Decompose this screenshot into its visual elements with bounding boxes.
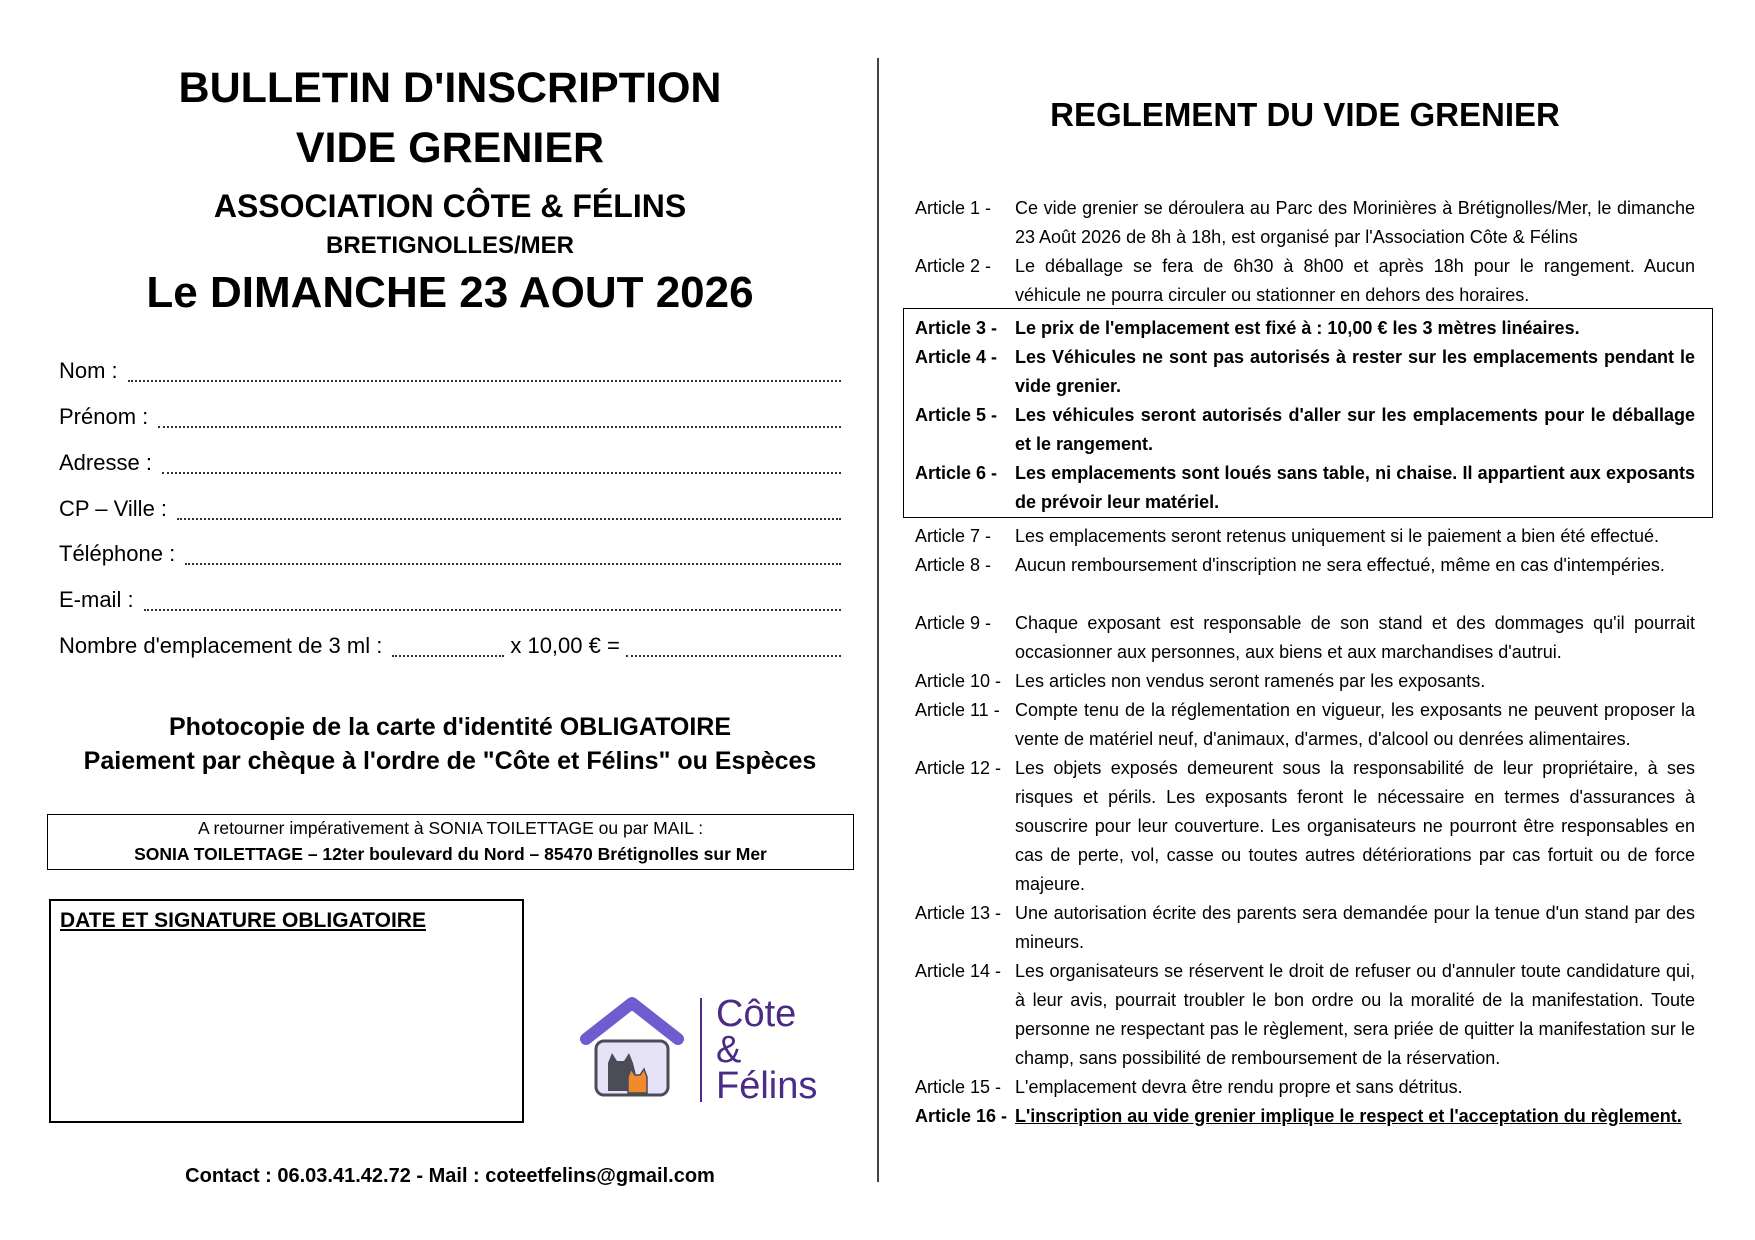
article-13 <box>915 899 1695 957</box>
nom-input-line[interactable] <box>128 356 841 382</box>
article-number: Article 2 - <box>915 256 992 276</box>
article-text: L'inscription au vide grenier implique le respect et l'acceptation du règlement. <box>1015 1106 1682 1126</box>
article-text: Les objets exposés demeurent sous la responsabilité de leur propriétaire, à ses risques et périls. Les exposants feront le nécessaire en termes d'assurances à souscrire pour leur couverture. Les organisateurs ne pourront être responsables en cas de perte, vol, casse ou toutes autres détériorations par cas fortuit ou de force majeure. <box>1015 758 1695 894</box>
return-address-box <box>47 814 854 870</box>
article-text: L'emplacement devra être rendu propre et sans détritus. <box>1015 1077 1463 1097</box>
logo-roof-icon <box>586 1003 678 1039</box>
contact-info: Contact : 06.03.41.42.72 - Mail : coteetfelins@gmail.com <box>185 1165 715 1187</box>
article-number: Article 4 - <box>915 347 998 367</box>
prenom-field[interactable] <box>59 400 841 434</box>
article-number: Article 10 - <box>915 671 1002 691</box>
article-text: Chaque exposant est responsable de son stand et des dommages qu'il pourrait occasionner aux personnes, aux biens et aux marchandises d'autrui. <box>1015 613 1695 662</box>
return-instructions: A retourner impérativement à SONIA TOILETTAGE ou par MAIL : <box>197 818 704 838</box>
article-2 <box>915 252 1695 310</box>
nom-field[interactable] <box>59 354 841 388</box>
column-divider <box>877 58 879 1182</box>
signature-box[interactable] <box>49 899 524 1123</box>
article-number: Article 3 - <box>915 318 998 338</box>
prenom-label: Prénom : <box>59 404 149 429</box>
article-10 <box>915 667 1695 696</box>
email-field[interactable] <box>59 583 841 617</box>
article-number: Article 7 - <box>915 526 992 546</box>
cp-ville-field[interactable] <box>59 492 841 526</box>
form-subtitle: VIDE GRENIER <box>295 124 605 172</box>
email-label: E-mail : <box>59 587 134 612</box>
article-text: Une autorisation écrite des parents sera demandée pour la tenue d'un stand par des mineurs. <box>1015 903 1695 952</box>
nombre-label: Nombre d'emplacement de 3 ml : <box>59 633 383 658</box>
return-address: SONIA TOILETTAGE – 12ter boulevard du Nord – 85470 Brétignolles sur Mer <box>134 844 767 864</box>
article-number: Article 12 - <box>915 758 1002 778</box>
cp-ville-input-line[interactable] <box>177 494 841 520</box>
article-number: Article 14 - <box>915 961 1002 981</box>
article-number: Article 1 - <box>915 198 992 218</box>
article-14 <box>915 957 1695 1073</box>
price-label: x 10,00 € = <box>510 633 620 658</box>
article-number: Article 16 - <box>915 1106 1008 1126</box>
logo-text-line2: & <box>716 1029 742 1071</box>
article-text: Les véhicules seront autorisés d'aller sur les emplacements pour le déballage et le rangement. <box>1015 405 1695 454</box>
association-name: ASSOCIATION CÔTE & FÉLINS <box>213 188 687 224</box>
telephone-field[interactable] <box>59 537 841 571</box>
adresse-label: Adresse : <box>59 450 152 475</box>
prenom-input-line[interactable] <box>158 402 841 428</box>
article-text: Les emplacements seront retenus uniquement si le paiement a bien été effectué. <box>1015 526 1660 546</box>
logo-text-line3: Félins <box>716 1065 818 1107</box>
article-text: Le déballage se fera de 6h30 à 8h00 et après 18h pour le rangement. Aucun véhicule ne pourra circuler ou stationner en dehors des horaires. <box>1015 256 1695 305</box>
logo-separator <box>700 998 702 1102</box>
logo-text <box>716 993 866 1107</box>
article-text: Les Véhicules ne sont pas autorisés à rester sur les emplacements pendant le vide grenier. <box>1015 347 1695 396</box>
article-4 <box>915 343 1695 401</box>
total-input-line[interactable] <box>626 631 841 657</box>
article-number: Article 15 - <box>915 1077 1002 1097</box>
article-text: Les emplacements sont loués sans table, ni chaise. Il appartient aux exposants de prévoir leur matériel. <box>1015 463 1695 512</box>
article-3 <box>915 314 1695 343</box>
article-6 <box>915 459 1695 517</box>
article-11 <box>915 696 1695 754</box>
paiement-note: Paiement par chèque à l'ordre de "Côte et Félins" ou Espèces <box>83 747 817 775</box>
article-7 <box>915 522 1695 551</box>
cat-house-logo-icon <box>572 995 692 1103</box>
article-text: Ce vide grenier se déroulera au Parc des Morinières à Brétignolles/Mer, le dimanche 23 Août 2026 de 8h à 18h, est organisé par l'Association Côte & Félins <box>1015 198 1695 247</box>
article-12 <box>915 754 1695 899</box>
email-input-line[interactable] <box>144 585 841 611</box>
telephone-label: Téléphone : <box>59 541 176 566</box>
article-text: Compte tenu de la réglementation en vigueur, les exposants ne peuvent proposer la vente de matériel neuf, d'animaux, d'armes, d'alcool ou denrées alimentaires. <box>1015 700 1695 749</box>
nom-label: Nom : <box>59 358 118 383</box>
cp-ville-label: CP – Ville : <box>59 496 168 521</box>
article-9 <box>915 609 1695 667</box>
article-8 <box>915 551 1695 580</box>
photocopie-note: Photocopie de la carte d'identité OBLIGATOIRE <box>168 713 732 741</box>
article-16 <box>915 1102 1695 1131</box>
city-name: BRETIGNOLLES/MER <box>325 232 574 259</box>
article-5 <box>915 401 1695 459</box>
article-number: Article 13 - <box>915 903 1002 923</box>
article-text: Les articles non vendus seront ramenés par les exposants. <box>1015 671 1486 691</box>
article-number: Article 9 - <box>915 613 992 633</box>
article-number: Article 8 - <box>915 555 992 575</box>
nombre-input-line[interactable] <box>392 631 504 657</box>
article-number: Article 11 - <box>915 700 1000 720</box>
article-1 <box>915 194 1695 252</box>
form-title: BULLETIN D'INSCRIPTION <box>178 64 722 112</box>
signature-title: DATE ET SIGNATURE OBLIGATOIRE <box>60 909 426 932</box>
article-number: Article 6 - <box>915 463 998 483</box>
event-date: Le DIMANCHE 23 AOUT 2026 <box>146 268 754 317</box>
article-text: Les organisateurs se réservent le droit de refuser ou d'annuler toute candidature qui, à leur avis, pourrait troubler le bon ordre ou la moralité de la manifestation. Toute personne ne respectant pas le règlement, sera priée de quitter la manifestation sur le champ, sans possibilité de remboursement de la réservation. <box>1015 961 1695 1068</box>
article-text: Le prix de l'emplacement est fixé à : 10,00 € les 3 mètres linéaires. <box>1015 318 1580 338</box>
adresse-input-line[interactable] <box>162 448 841 474</box>
article-text: Aucun remboursement d'inscription ne sera effectué, même en cas d'intempéries. <box>1015 555 1665 575</box>
logo-text-line1: Côte <box>716 993 797 1035</box>
adresse-field[interactable] <box>59 446 841 480</box>
nombre-emplacement-field[interactable] <box>59 629 841 663</box>
article-number: Article 5 - <box>915 405 998 425</box>
reglement-title: REGLEMENT DU VIDE GRENIER <box>1050 96 1560 133</box>
telephone-input-line[interactable] <box>185 539 841 565</box>
article-15 <box>915 1073 1695 1102</box>
